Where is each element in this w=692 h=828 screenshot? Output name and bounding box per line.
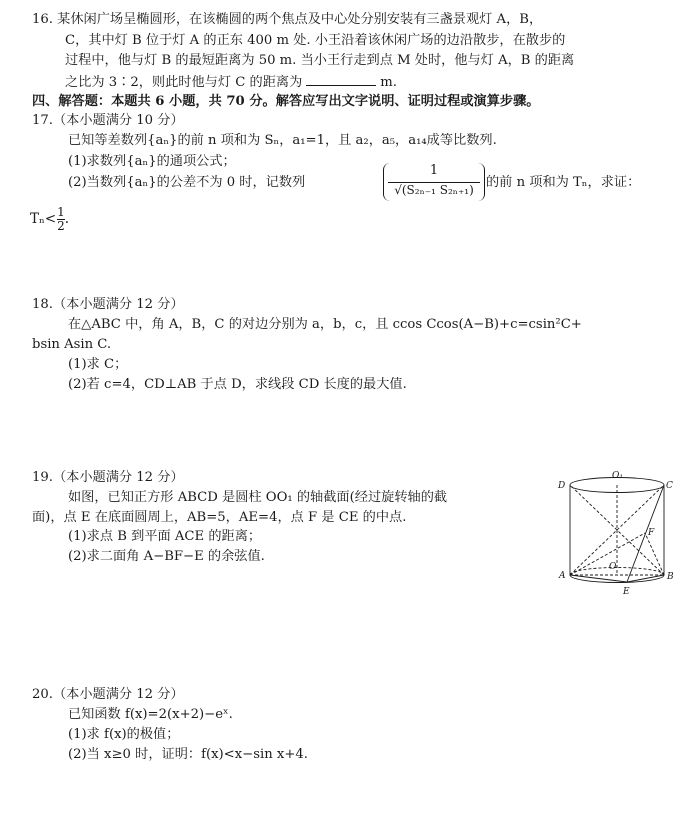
bottom-front-arc (570, 575, 664, 583)
q16-line-3: 过程中，他与灯 B 的最短距离为 50 m. 当小王行走到点 M 处时，他与灯 A，B 的距离 (65, 53, 575, 68)
segment-BF (645, 533, 664, 575)
q17-conclusion-fraction (57, 206, 65, 233)
label-E: E (623, 587, 630, 597)
q16-line-1: 16. 某休闲广场呈椭圆形，在该椭圆的两个焦点及中心处分别安装有三盏景观灯 A，B， (32, 12, 543, 27)
q17-conclusion-numerator: 1 (57, 205, 65, 219)
label-O: O (609, 562, 617, 572)
section-4-heading: 四、解答题：本题共 6 小题，共 70 分。解答应写出文字说明、证明过程或演算步骤。 (32, 94, 540, 109)
label-B: B (667, 572, 674, 582)
q16-line-4-text: 之比为 3∶2，则此时他与灯 C 的距离为 (65, 75, 303, 90)
q18-part-1: (1)求 C； (68, 357, 128, 372)
q16-answer-blank (306, 73, 376, 86)
q17-conclusion-end: . (64, 211, 70, 227)
q19-stem-1: 如图，已知正方形 ABCD 是圆柱 OO₁ 的轴截面(经过旋转轴的截 (68, 490, 448, 505)
q17-fraction-denominator: √(S₂ₙ₋₁ S₂ₙ₊₁) (394, 183, 474, 197)
q20-heading: 20.（本小题满分 12 分） (32, 687, 184, 702)
q20-part-2: (2)当 x≥0 时，证明：f(x)<x−sin x+4. (68, 747, 308, 762)
q17-part-2-a: (2)当数列{aₙ}的公差不为 0 时，记数列 (68, 175, 306, 190)
label-F: F (648, 528, 655, 538)
q18-stem-2: bsin Asin C. (32, 337, 112, 352)
q18-stem-1: 在△ABC 中，角 A，B，C 的对边分别为 a，b，c，且 ccos Ccos(A−B)+c=csin²C+ (68, 317, 582, 332)
q16-line-4 (65, 73, 397, 92)
q17-conclusion-lhs: Tₙ< (30, 211, 57, 227)
q20-stem: 已知函数 f(x)=2(x+2)−eˣ. (68, 707, 233, 722)
q19-stem-2: 面)，点 E 在底面圆周上，AB=5，AE=4，点 F 是 CE 的中点. (32, 510, 407, 525)
q19-part-1: (1)求点 B 到平面 ACE 的距离； (68, 529, 262, 544)
segment-AE (570, 575, 627, 582)
q17-stem: 已知等差数列{aₙ}的前 n 项和为 Sₙ，a₁=1，且 a₂，a₅，a₁₄成等比数列. (68, 133, 497, 148)
label-A: A (559, 571, 566, 581)
q17-fraction-numerator: 1 (429, 163, 439, 178)
label-O1: O₁ (612, 471, 623, 481)
q17-part-2-b: 的前 n 项和为 Tₙ，求证： (486, 175, 641, 190)
q18-heading: 18.（本小题满分 12 分） (32, 297, 184, 312)
q19-heading: 19.（本小题满分 12 分） (32, 470, 184, 485)
q16-unit: m. (380, 75, 397, 90)
label-C: C (666, 481, 673, 491)
q20-part-1: (1)求 f(x)的极值； (68, 727, 180, 742)
q16-line-2: C，其中灯 B 位于灯 A 的正东 400 m 处. 小王沿着该休闲广场的边沿散步，在散步的 (65, 33, 566, 48)
q17-sequence-fraction (383, 163, 485, 201)
q17-conclusion (30, 206, 69, 233)
q17-conclusion-denominator: 2 (57, 219, 65, 233)
cylinder-figure (556, 468, 680, 600)
q19-part-2: (2)求二面角 A−BF−E 的余弦值. (68, 549, 265, 564)
q18-part-2: (2)若 c=4，CD⊥AB 于点 D，求线段 CD 长度的最大值. (68, 377, 407, 392)
label-D: D (558, 481, 566, 491)
q17-part-1: (1)求数列{aₙ}的通项公式； (68, 154, 236, 169)
q17-heading: 17.（本小题满分 10 分） (32, 113, 184, 128)
